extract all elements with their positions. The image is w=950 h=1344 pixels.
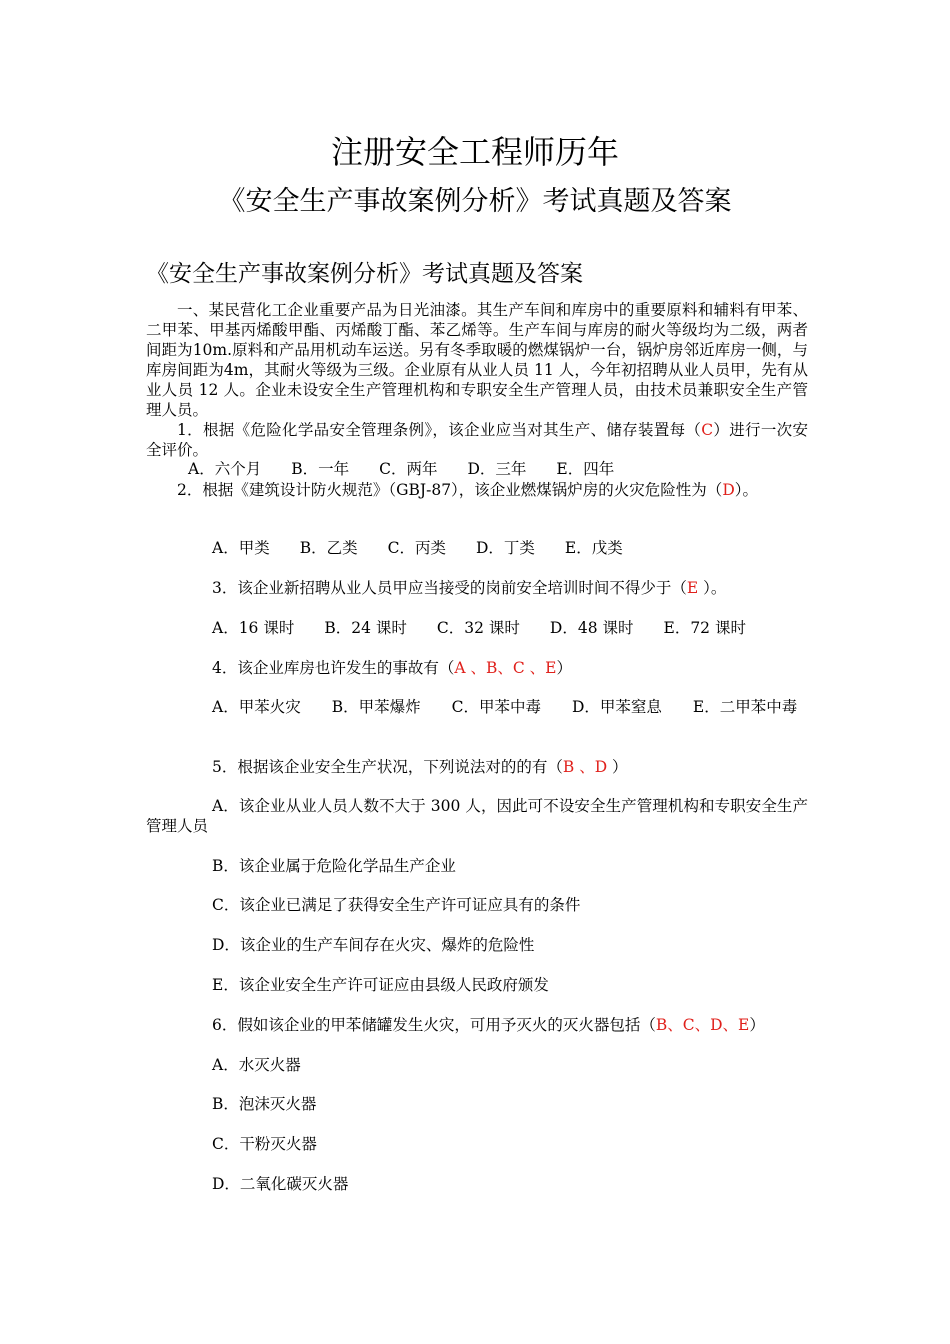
question-text: 6．假如该企业的甲苯储罐发生火灾，可用予灭火的灭火器包括（ — [212, 1016, 656, 1034]
answer-key: D — [722, 481, 735, 499]
question-text: 4．该企业库房也许发生的事故有（ — [212, 659, 455, 677]
answer-key: B 、D — [562, 758, 608, 776]
question-text: 3．该企业新招聘从业人员甲应当接受的岗前安全培训时间不得少于（ — [212, 579, 687, 597]
option: A．甲类 — [212, 539, 270, 557]
question-text: ） — [749, 1016, 765, 1034]
document-subtitle: 《安全生产事故案例分析》考试真题及答案 — [218, 186, 732, 217]
option: C．丙类 — [387, 539, 446, 557]
question-text: 5．根据该企业安全生产状况，下列说法对的的有（ — [212, 758, 563, 776]
answer-key: A 、B、C 、E — [454, 659, 557, 677]
question-5 — [146, 757, 808, 777]
option: A．16 课时 — [212, 619, 295, 637]
question-2 — [146, 480, 808, 500]
option: E．戊类 — [564, 539, 623, 557]
option: D．该企业的生产车间存在火灾、爆炸的危险性 — [212, 936, 535, 954]
option: D．二氧化碳灭火器 — [212, 1175, 349, 1193]
question-text: 1．根据《危险化学品安全管理条例》，该企业应当对其生产、储存装置每（ — [177, 421, 702, 439]
question-1-options — [188, 459, 614, 479]
question-text: ） — [556, 659, 573, 677]
option: B．泡沫灭火器 — [212, 1095, 317, 1113]
question-4 — [146, 658, 808, 678]
question-text: ）进行一次安全评价。 — [146, 421, 808, 459]
option: C．32 课时 — [436, 619, 520, 637]
option: A．该企业从业人员人数不大于 300 人，因此可不设安全生产管理机构和专职安全生产管理人员 — [146, 797, 808, 835]
question-1 — [146, 420, 808, 460]
option: D．丁类 — [475, 539, 535, 557]
option: D．三年 — [467, 460, 527, 478]
section-heading: 《安全生产事故案例分析》考试真题及答案 — [146, 261, 583, 287]
option: B．乙类 — [299, 539, 358, 557]
option: C．该企业已满足了获得安全生产许可证应具有的条件 — [212, 896, 581, 914]
option: A．六个月 — [188, 460, 262, 478]
answer-key: E — [686, 579, 699, 597]
question-2-options — [212, 538, 623, 558]
option: C．两年 — [379, 460, 438, 478]
question-4-options: A．甲苯火灾 B．甲苯爆炸 C．甲苯中毒 D．甲苯窒息 E．二甲苯中毒 — [212, 698, 798, 716]
question-3 — [146, 578, 808, 598]
option: A．水灭火器 — [212, 1056, 301, 1074]
option: B．24 课时 — [324, 619, 407, 637]
option: E．四年 — [556, 460, 615, 478]
option: E．72 课时 — [663, 619, 746, 637]
option: B．一年 — [291, 460, 350, 478]
option: E．该企业安全生产许可证应由县级人民政府颁发 — [212, 976, 549, 994]
answer-key: C — [701, 421, 714, 439]
question-3-options — [212, 618, 746, 638]
question-text: ）。 — [734, 481, 759, 499]
question-text: ） — [607, 758, 628, 776]
question-6 — [146, 1015, 808, 1035]
answer-key: B、C、D、E — [655, 1016, 750, 1034]
option: D．48 课时 — [549, 619, 634, 637]
question-text: 2．根据《建筑设计防火规范》（GBJ-87），该企业燃煤锅炉房的火灾危险性为（ — [177, 481, 723, 499]
document-title: 注册安全工程师历年 — [330, 133, 619, 171]
option: B．该企业属于危险化学品生产企业 — [212, 857, 456, 875]
option: C．干粉灭火器 — [212, 1135, 317, 1153]
question-text: ）。 — [698, 579, 727, 597]
case-intro: 一、某民营化工企业重要产品为日光油漆。其生产车间和库房中的重要原料和辅料有甲苯、 二甲苯、甲基丙烯酸甲酯、丙烯酸丁酯、苯乙烯等。生产车间与库房的耐火等级均为二级，两者间距为10m.原料和产品用机动车运送。另有冬季取暖的燃煤锅炉一台，锅炉房邻近库房一侧，与库房间距为4m，其耐火等级为三级。企业原有从业人员 11 人，今年初招聘从业人员甲，先有从业人员 12 人。企业未设安全生产管理机构和专职安全生产管理人员，由技术员兼职安全生产管理人员。 — [146, 301, 808, 419]
